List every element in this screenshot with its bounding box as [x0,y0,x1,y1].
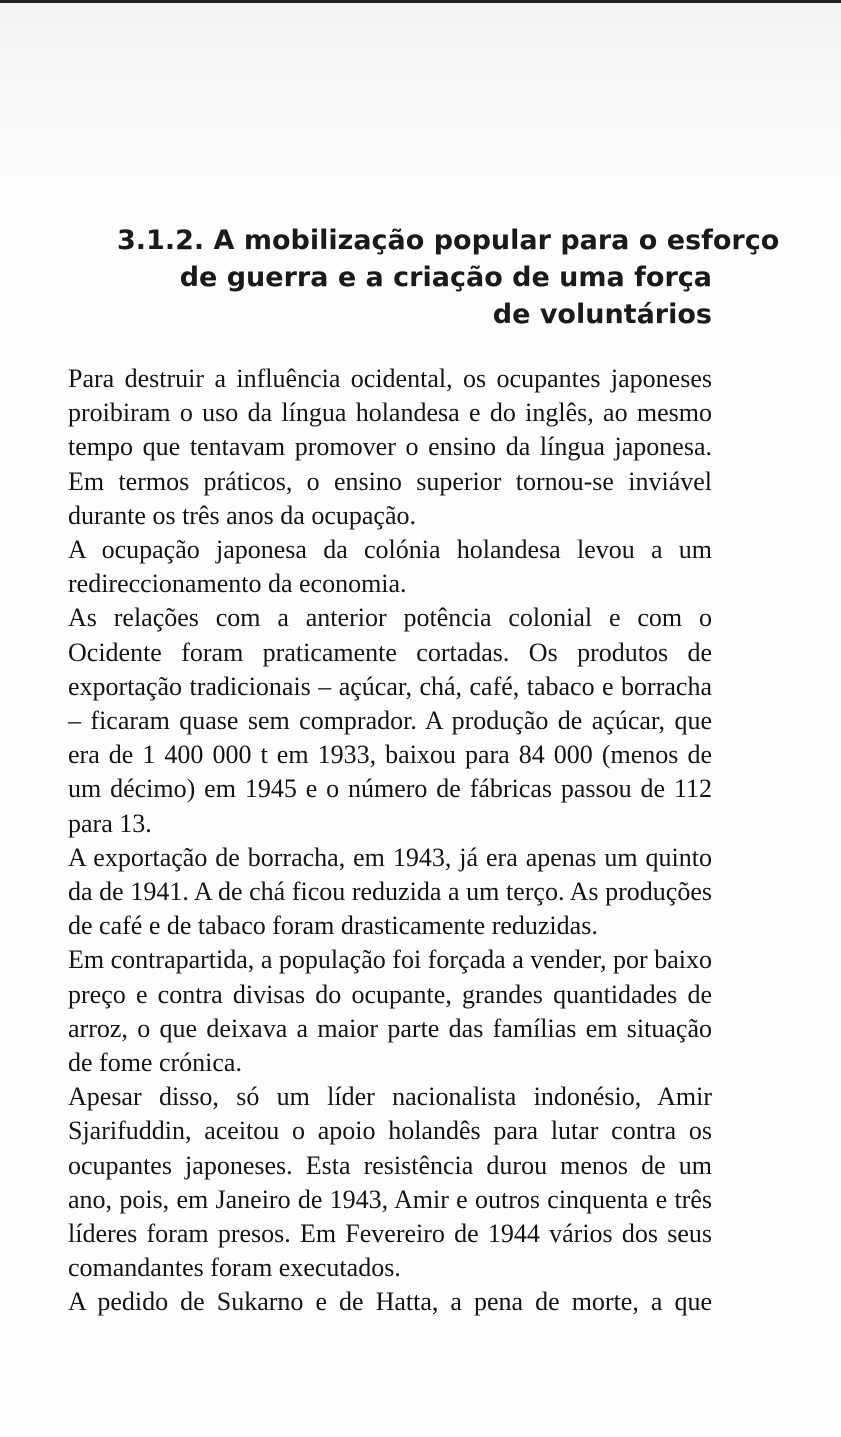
heading-line-1: 3.1.2. A mobilização popular para o esforço [117,225,780,256]
heading-line-2: de guerra e a criação de uma força [179,262,712,293]
paragraph: As relações com a anterior potência colonial e com o Ocidente foram praticamente cortadas. Os produtos de exportação tradicionais – açúcar, chá, café, tabaco e borracha – ficaram quase sem comprador. A produção de açúcar, que era de 1 400 000 t em 1933, baixou para 84 000 (menos de um décimo) em 1945 e o número de fábricas passou de 112 para 13. [68,603,712,838]
paragraph: Em contrapartida, a população foi forçada a vender, por baixo preço e contra divisas do ocupante, grandes quantidades de arroz, o que deixava a maior parte das famílias em situação de fome crónica. [68,945,712,1078]
top-edge-line [0,0,841,3]
body-text [68,362,712,1320]
paragraph: A ocupação japonesa da colónia holandesa levou a um redireccionamento da economia. [68,535,712,599]
heading-line-3: de voluntários [492,299,712,330]
paragraph: A exportação de borracha, em 1943, já era apenas um quinto da de 1941. A de chá ficou reduzida a um terço. As produções de café e de tabaco foram drasticamente reduzidas. [68,842,712,941]
paragraph: Apesar disso, só um líder nacionalista indonésio, Amir Sjarifuddin, aceitou o apoio holandês para lutar contra os ocupantes japoneses. Esta resistência durou menos de um ano, pois, em Janeiro de 1943, Amir e outros cinquenta e três líderes foram presos. Em Fevereiro de 1944 vários dos seus comandantes foram executados. [68,1082,712,1283]
paragraph: A pedido de Sukarno e de Hatta, a pena de morte, a que [68,1287,712,1317]
show-through-area [0,0,841,190]
section-heading [100,222,780,333]
paragraph: Para destruir a influência ocidental, os ocupantes japoneses proibiram o uso da língua holandesa e do inglês, ao mesmo tempo que tentavam promover o ensino da língua japonesa. Em termos práticos, o ensino superior tornou-se inviável durante os três anos da ocupação. [68,364,712,530]
